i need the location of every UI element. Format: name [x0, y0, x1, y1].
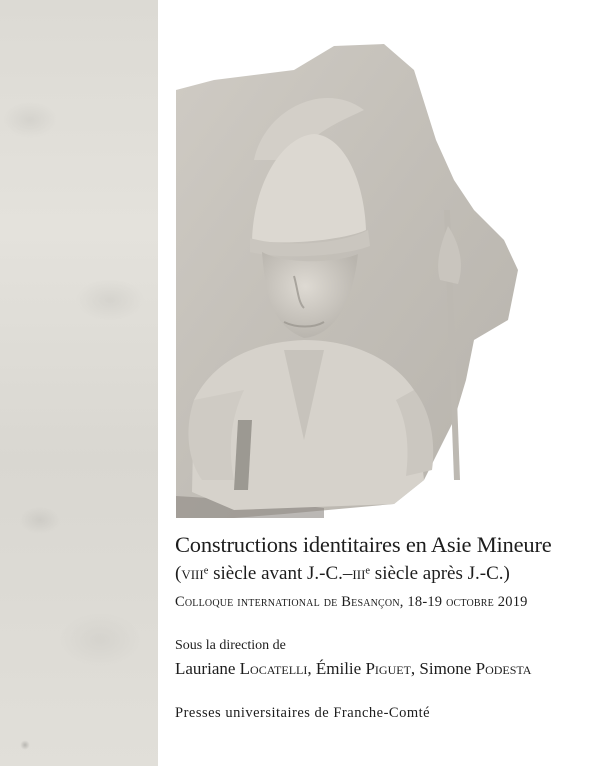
- book-title: Constructions identitaires en Asie Mineure: [175, 532, 552, 557]
- direction-label: Sous la direction de: [175, 638, 286, 653]
- subtitle-sup-end: e: [365, 565, 371, 577]
- editors-line: [175, 659, 585, 679]
- stone-texture-band: [0, 0, 158, 766]
- editor-last: Piguet: [365, 659, 411, 678]
- stone-relief-image: [174, 40, 520, 520]
- editor-sep: ,: [410, 659, 420, 678]
- editor-last: Locatelli: [239, 659, 308, 678]
- subtitle-century-end: iii: [352, 563, 366, 584]
- subtitle-end: siècle après J.-C.): [370, 563, 510, 584]
- subtitle-open: (: [175, 563, 182, 584]
- editor-first: Simone: [419, 659, 476, 678]
- editor-first: Lauriane: [175, 659, 240, 678]
- book-subtitle: [175, 563, 585, 585]
- editor-sep: ,: [307, 659, 316, 678]
- colloque-line: Colloque international de Besançon, 18-19 octobre 2019: [175, 594, 528, 610]
- publisher-name: Presses universitaires de Franche-Comté: [175, 705, 431, 721]
- subtitle-mid: siècle avant J.-C.–: [208, 563, 353, 584]
- editor-first: Émilie: [315, 659, 366, 678]
- subtitle-sup-start: e: [203, 565, 209, 577]
- subtitle-century-start: viii: [181, 563, 204, 584]
- editor-last: Podesta: [475, 659, 532, 678]
